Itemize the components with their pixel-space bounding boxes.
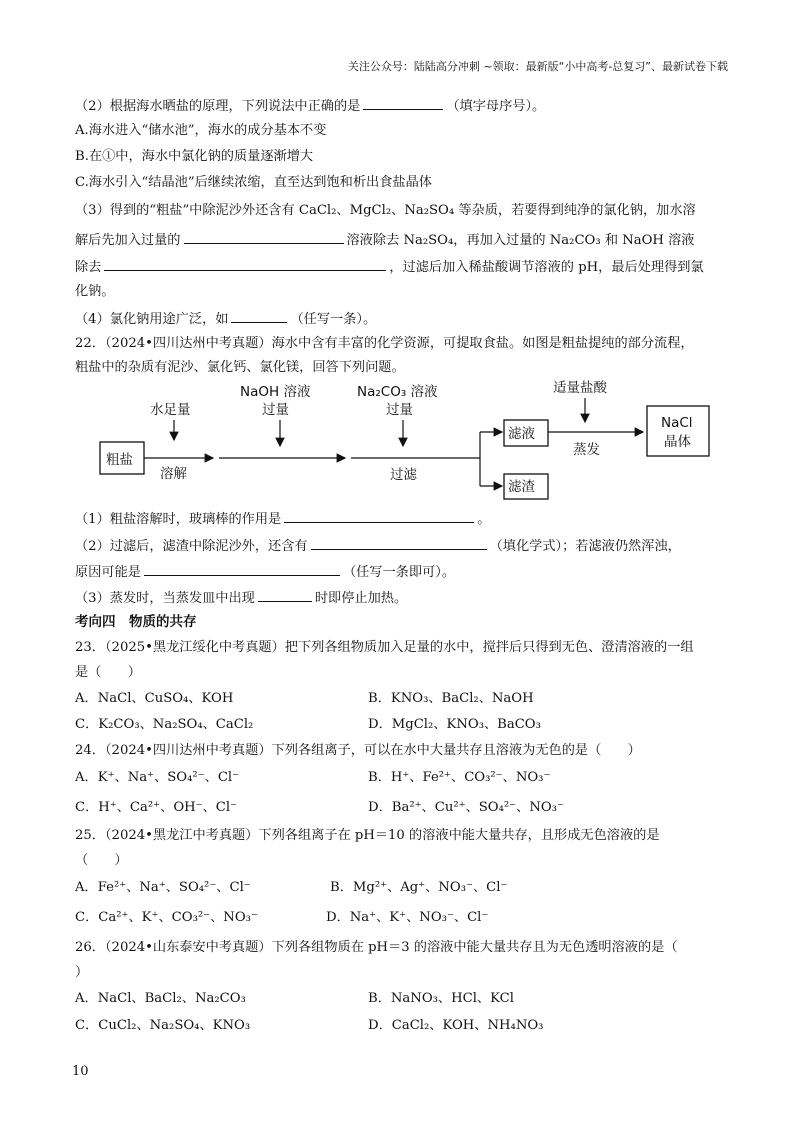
q26-option-d[interactable]: D．CaCl₂、KOH、NH₄NO₃ xyxy=(368,1018,544,1033)
q23-option-c[interactable]: C．K₂CO₃、Na₂SO₄、CaCl₂ xyxy=(75,717,254,732)
q21-part4: （4）氯化钠用途广泛，如 （任写一条）。 xyxy=(75,309,376,329)
crude-salt-label: 粗盐 xyxy=(106,452,133,468)
q25-stem-line1: 25．（2024•黑龙江中考真题）下列各组离子在 pH＝10 的溶液中能大量共存，且形成无色溶液的是 xyxy=(75,828,660,843)
q25-option-d[interactable]: D．Na⁺、K⁺、NO₃⁻、Cl⁻ xyxy=(326,910,489,925)
q25-option-c[interactable]: C．Ca²⁺、K⁺、CO₃²⁻、NO₃⁻ xyxy=(75,910,258,925)
q26-stem-line2: ） xyxy=(75,965,89,980)
na2co3-label: Na₂CO₃ 溶液 xyxy=(357,384,438,400)
q21-part3-line3: 除去 ，过滤后加入稀盐酸调节溶液的 pH，最后处理得到氯 xyxy=(75,257,704,277)
residue-label: 滤渣 xyxy=(508,479,535,495)
q26-option-c[interactable]: C．CuCl₂、Na₂SO₄、KNO₃ xyxy=(75,1018,251,1033)
q21-option-c: C.海水引入“结晶池”后继续浓缩，直至达到饱和析出食盐晶体 xyxy=(75,175,432,190)
flow-diagram xyxy=(95,378,715,500)
q26-option-b[interactable]: B．NaNO₃、HCl、KCl xyxy=(368,991,514,1006)
water-label: 水足量 xyxy=(150,402,191,418)
answer-blank[interactable] xyxy=(363,96,443,110)
naoh-excess-label: 过量 xyxy=(262,402,289,418)
answer-blank[interactable] xyxy=(311,536,487,550)
q21-part3-line1: （3）得到的“粗盐”中除泥沙外还含有 CaCl₂、MgCl₂、Na₂SO₄ 等杂质，若要得到纯净的氯化钠，加水溶 xyxy=(75,203,696,218)
crystal-label: 晶体 xyxy=(664,434,691,450)
q24-option-a[interactable]: A．K⁺、Na⁺、SO₄²⁻、Cl⁻ xyxy=(75,770,240,785)
hcl-label: 适量盐酸 xyxy=(553,380,607,396)
q22-part3: （3）蒸发时，当蒸发皿中出现 时即停止加热。 xyxy=(75,588,407,608)
q23-stem-line1: 23．（2025•黑龙江绥化中考真题）把下列各组物质加入足量的水中，搅拌后只得到无色、澄清溶液的一组 xyxy=(75,640,694,655)
answer-blank[interactable] xyxy=(104,257,386,271)
filter-label: 过滤 xyxy=(390,467,417,483)
page-number: 10 xyxy=(72,1064,89,1079)
q21-part2: （2）根据海水晒盐的原理，下列说法中正确的是 （填字母序号）。 xyxy=(75,96,545,116)
q22-part2-line1: （2）过滤后，滤渣中除泥沙外，还含有 （填化学式）；若滤液仍然浑浊， xyxy=(75,536,681,556)
q23-option-b[interactable]: B．KNO₃、BaCl₂、NaOH xyxy=(368,691,534,706)
q22-part1: （1）粗盐溶解时，玻璃棒的作用是 。 xyxy=(75,509,490,529)
answer-blank[interactable] xyxy=(284,509,474,523)
q21-part3-line4: 化钠。 xyxy=(75,284,115,299)
q21-option-b: B.在①中，海水中氯化钠的质量逐渐增大 xyxy=(75,149,314,164)
section-title: 考向四 物质的共存 xyxy=(75,614,197,630)
q22-stem-line2: 粗盐中的杂质有泥沙、氯化钙、氯化镁，回答下列问题。 xyxy=(75,360,405,375)
evaporate-label: 蒸发 xyxy=(573,442,600,458)
answer-blank[interactable] xyxy=(184,230,344,244)
nacl-label: NaCl xyxy=(661,415,693,431)
q22-part2-line2: 原因可能是 （任写一条即可）。 xyxy=(75,562,455,582)
naoh-label: NaOH 溶液 xyxy=(240,384,311,400)
q24-option-b[interactable]: B．H⁺、Fe²⁺、CO₃²⁻、NO₃⁻ xyxy=(368,770,551,785)
q25-option-b[interactable]: B．Mg²⁺、Ag⁺、NO₃⁻、Cl⁻ xyxy=(330,880,508,895)
q24-option-d[interactable]: D．Ba²⁺、Cu²⁺、SO₄²⁻、NO₃⁻ xyxy=(368,800,564,815)
dissolve-label: 溶解 xyxy=(160,466,187,482)
q21-option-a: A.海水进入“储水池”，海水的成分基本不变 xyxy=(75,123,327,138)
q24-option-c[interactable]: C．H⁺、Ca²⁺、OH⁻、Cl⁻ xyxy=(75,800,238,815)
q25-option-a[interactable]: A．Fe²⁺、Na⁺、SO₄²⁻、Cl⁻ xyxy=(75,880,251,895)
na2co3-excess-label: 过量 xyxy=(386,402,413,418)
answer-blank[interactable] xyxy=(258,588,312,602)
q22-stem-line1: 22．（2024•四川达州中考真题）海水中含有丰富的化学资源，可提取食盐。如图是粗盐提纯的部分流程， xyxy=(75,336,694,351)
q24-stem: 24．（2024•四川达州中考真题）下列各组离子，可以在水中大量共存且溶液为无色的是（ ） xyxy=(75,743,641,758)
filtrate-label: 滤液 xyxy=(508,426,535,442)
header-note: 关注公众号：陆陆高分冲刺 ~领取：最新版“小中高考-总复习”、最新试卷下载 xyxy=(347,60,728,73)
q23-option-a[interactable]: A．NaCl、CuSO₄、KOH xyxy=(75,691,234,706)
answer-blank[interactable] xyxy=(231,309,287,323)
q25-stem-line2: （ ） xyxy=(75,853,128,868)
q26-stem-line1: 26．（2024•山东泰安中考真题）下列各组物质在 pH＝3 的溶液中能大量共存且为无色透明溶液的是（ xyxy=(75,940,678,955)
answer-blank[interactable] xyxy=(144,562,340,576)
q23-stem-line2: 是（ ） xyxy=(75,665,141,680)
q21-part3-line2: 解后先加入过量的 溶液除去 Na₂SO₄，再加入过量的 Na₂CO₃ 和 NaOH 溶液 xyxy=(75,230,695,250)
q23-option-d[interactable]: D．MgCl₂、KNO₃、BaCO₃ xyxy=(368,717,541,732)
q26-option-a[interactable]: A．NaCl、BaCl₂、Na₂CO₃ xyxy=(75,991,246,1006)
